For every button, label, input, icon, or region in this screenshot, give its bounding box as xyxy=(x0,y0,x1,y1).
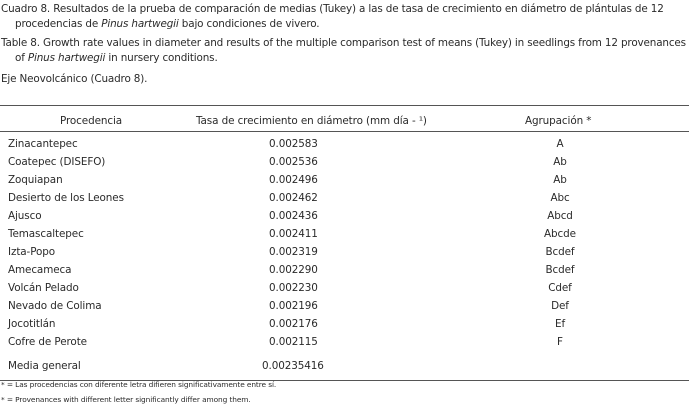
cell-procedencia: Desierto de los Leones xyxy=(8,192,124,204)
table-row xyxy=(0,191,689,209)
cell-summary-label: Media general xyxy=(8,360,81,372)
cell-tasa: 0.002176 xyxy=(269,318,318,330)
table-caption-es-line2 xyxy=(15,17,319,32)
table-row xyxy=(0,227,689,245)
table-row xyxy=(0,155,689,173)
cell-procedencia: Coatepec (DISEFO) xyxy=(8,156,106,168)
cell-agrupacion: Abcde xyxy=(544,228,576,240)
table-row xyxy=(0,173,689,191)
cell-procedencia: Nevado de Colima xyxy=(8,300,102,312)
cell-agrupacion: Abcd xyxy=(547,210,573,222)
cell-agrupacion: A xyxy=(556,138,564,150)
cell-tasa: 0.002290 xyxy=(269,264,318,276)
table-row xyxy=(0,335,689,353)
species-name: Pinus hartwegii xyxy=(101,18,179,30)
cell-agrupacion: Ef xyxy=(554,318,566,330)
cell-agrupacion: Bcdef xyxy=(545,246,575,258)
table-row xyxy=(0,281,689,299)
cell-tasa: 0.002496 xyxy=(269,174,318,186)
table-caption-en-line1: Table 8. Growth rate values in diameter and results of the multiple comparison test of means (Tukey) in seedlings from 12 provenances xyxy=(1,37,686,49)
cell-agrupacion: F xyxy=(557,336,563,348)
column-header-tasa: Tasa de crecimiento en diámetro (mm día - ¹) xyxy=(196,115,427,127)
cell-tasa: 0.002115 xyxy=(269,336,318,348)
cell-procedencia: Amecameca xyxy=(8,264,72,276)
column-header-agrupacion: Agrupación * xyxy=(525,115,592,127)
table-row xyxy=(0,137,689,155)
table-caption-es-line1: Cuadro 8. Resultados de la prueba de comparación de medias (Tukey) a las de tasa de crecimiento en diámetro de plántulas de 12 xyxy=(1,3,664,15)
cell-procedencia: Temascaltepec xyxy=(8,228,84,240)
cell-procedencia: Volcán Pelado xyxy=(8,282,79,294)
cell-tasa: 0.002536 xyxy=(269,156,318,168)
column-header-procedencia: Procedencia xyxy=(60,115,123,127)
cell-tasa: 0.002196 xyxy=(269,300,318,312)
cell-summary-rate: 0.00235416 xyxy=(262,360,324,372)
footnote-en: * = Provenances with different letter significantly differ among them. xyxy=(1,395,251,404)
footnote-es: * = Las procedencias con diferente letra difieren significativamente entre sí. xyxy=(1,380,277,389)
intro-text: Eje Neovolcánico (Cuadro 8). xyxy=(1,73,148,85)
cell-agrupacion: Ab xyxy=(553,174,567,186)
table-row xyxy=(0,299,689,317)
cell-procedencia: Jocotitlán xyxy=(8,318,56,330)
table-summary-row xyxy=(0,359,689,377)
cell-agrupacion: Ab xyxy=(553,156,567,168)
cell-agrupacion: Def xyxy=(551,300,569,312)
cell-procedencia: Cofre de Perote xyxy=(8,336,87,348)
cell-tasa: 0.002230 xyxy=(269,282,318,294)
caption-text: bajo condiciones de vivero. xyxy=(178,18,320,30)
species-name: Pinus hartwegii xyxy=(27,52,106,64)
cell-tasa: 0.002319 xyxy=(269,246,318,258)
table-header-rule xyxy=(0,131,689,132)
cell-procedencia: Ajusco xyxy=(8,210,42,222)
cell-procedencia: Zoquiapan xyxy=(8,174,63,186)
cell-procedencia: Zinacantepec xyxy=(8,138,78,150)
cell-agrupacion: Bcdef xyxy=(545,264,575,276)
cell-tasa: 0.002462 xyxy=(269,192,318,204)
table-row xyxy=(0,209,689,227)
cell-agrupacion: Abc xyxy=(550,192,570,204)
table-row xyxy=(0,245,689,263)
table-caption-en-line2 xyxy=(15,51,218,66)
cell-tasa: 0.002583 xyxy=(269,138,318,150)
table-row xyxy=(0,317,689,335)
caption-text: of xyxy=(15,52,28,64)
cell-procedencia: Izta-Popo xyxy=(8,246,56,258)
table-row xyxy=(0,263,689,281)
cell-tasa: 0.002411 xyxy=(269,228,318,240)
cell-agrupacion: Cdef xyxy=(548,282,572,294)
caption-text: procedencias de xyxy=(15,18,102,30)
cell-tasa: 0.002436 xyxy=(269,210,318,222)
caption-text: in nursery conditions. xyxy=(105,52,218,64)
table-top-rule xyxy=(0,105,689,106)
